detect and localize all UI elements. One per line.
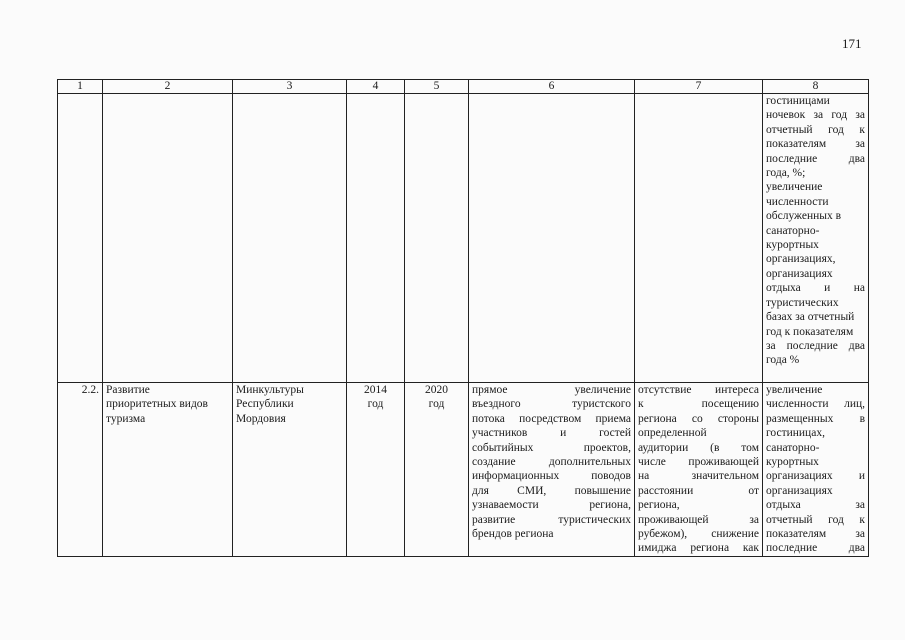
cell-number [58, 383, 103, 557]
cell-indicators [763, 94, 869, 383]
text-line: приоритетных видов [106, 398, 208, 411]
header-cell: 2 [103, 80, 233, 94]
text-line: Минкультуры [236, 384, 304, 396]
text-line: для СМИ, повышение [472, 484, 631, 497]
text-line: года % [766, 354, 800, 367]
text-line: санаторно- [766, 441, 820, 454]
cell-end-year [405, 94, 469, 383]
text-line: развитие туристических [472, 513, 631, 526]
text-line: потока посредством приема [472, 412, 631, 425]
text-line: участников и гостей [472, 427, 631, 440]
table-header-row [58, 80, 869, 94]
text-line: за последние два [766, 339, 865, 352]
text-line: отчетный год к [766, 513, 865, 526]
text-line: 2020 [425, 384, 448, 396]
text-line: гостиницах, [766, 427, 825, 440]
text-line: последние два [766, 152, 865, 165]
header-cell: 8 [763, 80, 869, 94]
cell-end-year [405, 383, 469, 557]
text-line: курортных [766, 239, 819, 252]
text-line: отчетный год к [766, 123, 865, 136]
text-line: год к показателям [766, 325, 854, 338]
text-line: информационных поводов [472, 470, 631, 483]
text-line: туристических [766, 296, 839, 309]
text-line: прямое увеличение [472, 384, 631, 396]
text-line: санаторно- [766, 224, 820, 237]
indicator-text [766, 383, 865, 556]
text-line: организациях [766, 484, 833, 497]
text-line: на значительном [638, 470, 759, 483]
text-line: определенной [638, 427, 707, 440]
start-year [350, 383, 401, 412]
cell-start-year [347, 383, 405, 557]
text-line: численности лиц, [766, 398, 865, 411]
text-line: событийных проектов, [472, 441, 631, 454]
data-table [57, 79, 869, 557]
risks-text [638, 383, 759, 556]
header-cell: 1 [58, 80, 103, 94]
text-line: курортных [766, 456, 819, 469]
text-line: региона со стороны [638, 412, 759, 425]
text-line: увеличение [766, 384, 823, 396]
text-line: базах за отчетный [766, 311, 855, 324]
text-line: въездного туристского [472, 398, 631, 411]
text-line: создание дополнительных [472, 456, 631, 469]
text-line: увеличение [766, 181, 823, 194]
header-cell: 6 [469, 80, 635, 94]
text-line: Мордовия [236, 412, 286, 425]
text-line: к посещению [638, 398, 759, 411]
table-row [58, 383, 869, 557]
cell-risks [635, 94, 763, 383]
text-line: год [367, 398, 384, 411]
text-line: организациях и [766, 470, 865, 483]
text-line: организациях [766, 267, 833, 280]
cell-risks [635, 383, 763, 557]
text-line: обслуженных в [766, 210, 842, 223]
text-line: год [428, 398, 445, 411]
text-line: расстоянии от [638, 484, 759, 497]
text-line: показателям за [766, 138, 865, 151]
text-line: узнаваемости региона, [472, 499, 631, 512]
cell-executor [233, 383, 347, 557]
text-line: Республики [236, 398, 294, 411]
text-line: брендов региона [472, 528, 554, 541]
cell-expected-result [469, 94, 635, 383]
text-line: последние два [766, 542, 865, 555]
text-line: туризма [106, 412, 146, 425]
text-line: отдыха за [766, 499, 865, 512]
text-line: размещенных в [766, 412, 865, 425]
text-line: отсутствие интереса [638, 384, 759, 396]
cell-start-year [347, 94, 405, 383]
page-number: 171 [842, 36, 862, 51]
table-row [58, 94, 869, 383]
text-line: проживающей за [638, 513, 759, 526]
cell-number [58, 94, 103, 383]
text-line: отдыха и на [766, 282, 865, 295]
header-cell: 3 [233, 80, 347, 94]
cell-expected-result [469, 383, 635, 557]
text-line: рубежом), снижение [638, 528, 759, 541]
text-line: численности [766, 195, 829, 208]
text-line: гостиницами [766, 95, 830, 107]
text-line: региона, [638, 499, 680, 512]
cell-name [103, 383, 233, 557]
header-cell: 4 [347, 80, 405, 94]
row-number: 2.2. [81, 384, 99, 396]
text-line: Развитие [106, 384, 150, 396]
text-line: 2014 [364, 384, 387, 396]
executor-text [236, 383, 343, 426]
cell-executor [233, 94, 347, 383]
text-line: года, %; [766, 167, 806, 180]
expected-result-text [472, 383, 631, 541]
cell-indicators [763, 383, 869, 557]
indicator-text [766, 94, 865, 368]
text-line: аудитории (в том [638, 441, 759, 454]
text-line: ночевок за год за [766, 109, 865, 122]
text-line: имиджа региона как [638, 542, 759, 555]
end-year [408, 383, 465, 412]
text-line: организациях, [766, 253, 836, 266]
text-line: числе проживающей [638, 456, 759, 469]
measure-name [106, 383, 229, 426]
cell-name [103, 94, 233, 383]
header-cell: 7 [635, 80, 763, 94]
header-cell: 5 [405, 80, 469, 94]
text-line: показателям за [766, 528, 865, 541]
